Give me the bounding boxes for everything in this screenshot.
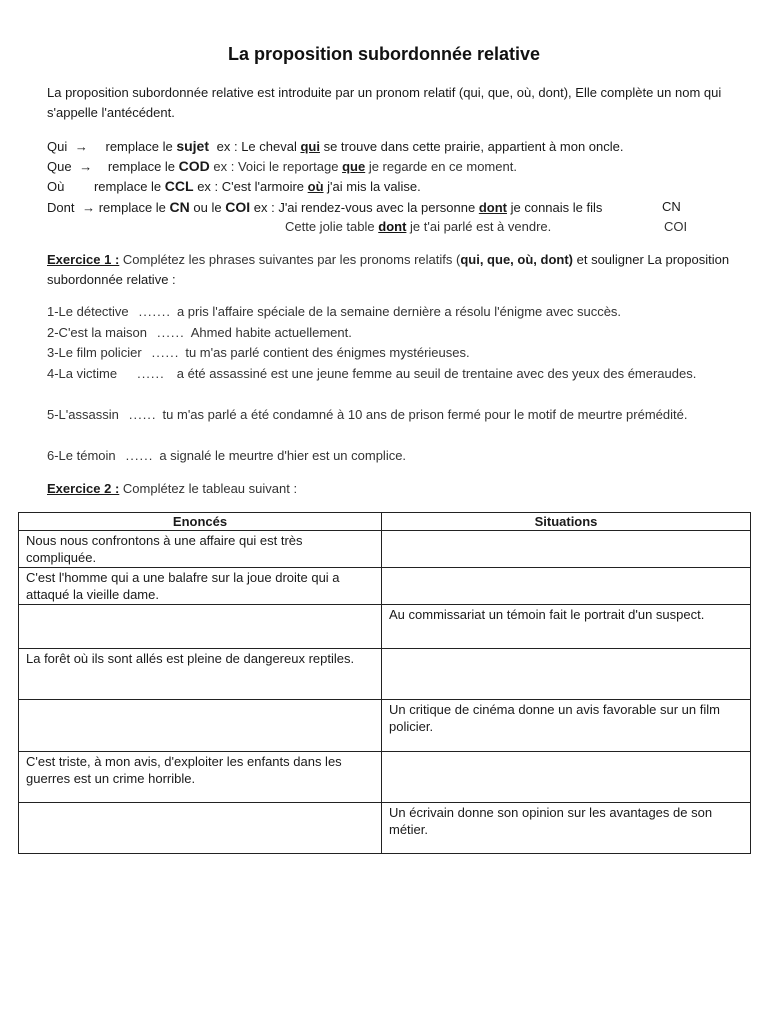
exercise1-item [47,446,737,466]
table-row [19,700,751,752]
item-subject: 6-Le témoin [47,448,116,463]
table-header-row [19,513,751,531]
exercise1-item [47,302,737,322]
table-cell [19,700,382,752]
intro-paragraph: La proposition subordonnée relative est introduite par un pronom relatif (qui, que, où, dont), Elle complète un nom qui s'appelle l'antécédent. [47,85,722,120]
item-rest: a pris l'affaire spéciale de la semaine dernière a résolu l'énigme avec succès. [176,304,622,319]
exercise2-instruction-text: Complétez le tableau suivant : [122,481,298,496]
item-rest: tu m'as parlé contient des énigmes mystérieuses. [185,345,470,360]
rule-relative-pronoun: qui [300,139,320,154]
arrow-icon: → [79,159,93,174]
table-row [19,531,751,568]
rule-example-pre: ex : J'ai rendez-vous avec la personne [253,200,476,215]
exercise1-item [47,405,737,425]
exercise1-item [47,364,737,384]
item-rest: a été assassiné est une jeune femme au seuil de trentaine avec des yeux des émeraudes. [176,366,697,381]
item-blank: ...... [157,325,185,340]
table-cell [19,803,382,854]
rule-example-post: j'ai mis la valise. [327,179,421,194]
exercise1-item [47,343,737,363]
rule-example-pre: ex : C'est l'armoire [197,179,305,194]
exercise1-pronouns: qui, que, où, dont) [460,252,573,267]
item-rest: a signalé le meurtre d'hier est un complice. [159,448,407,463]
table-cell: Un critique de cinéma donne un avis favorable sur un film policier. [382,700,751,752]
rule-or: ou le [193,200,222,215]
table-cell: C'est triste, à mon avis, d'exploiter les enfants dans les guerres est un crime horrible. [19,752,382,803]
rule-example-post: je t'ai parlé est à vendre. [410,219,552,234]
item-subject: 1-Le détective [47,304,129,319]
exercise1-instruction-post: et souligner La proposition subordonnée relative : [47,252,730,287]
rule-pronoun: Dont [47,200,75,215]
rule-relative-pronoun: où [307,179,324,194]
exercise2-instruction [47,479,297,499]
table-row [19,803,751,854]
table-cell: Au commissariat un témoin fait le portrait d'un suspect. [382,605,751,649]
item-subject: 4-La victime [47,366,118,381]
arrow-icon: → [74,139,88,154]
exercise2-table [18,512,751,854]
rule-relative-pronoun: dont [378,219,407,234]
table-cell: Un écrivain donne son opinion sur les avantages de son métier. [382,803,751,854]
rule-function: CCL [164,178,194,194]
rule-function: sujet [176,138,209,154]
table-cell: Nous nous confrontons à une affaire qui est très compliquée. [19,531,382,568]
item-blank: ....... [138,304,171,319]
rule-replaces: remplace le [93,179,162,194]
rule-dont-example-2 [285,217,551,237]
rule-qui [47,136,624,157]
rule-function-cn: CN [169,199,190,215]
item-subject: 2-C'est la maison [47,325,148,340]
rule-function: COD [178,158,210,174]
exercise1-label: Exercice 1 : [47,252,120,267]
rule-tag-cn: CN [662,199,681,214]
rule-relative-pronoun: dont [478,200,507,215]
rule-example-pre: Cette jolie table [285,219,375,234]
table-cell: C'est l'homme qui a une balafre sur la joue droite qui a attaqué la vieille dame. [19,568,382,605]
arrow-icon: → [82,200,96,215]
item-subject: 5-L'assassin [47,407,119,422]
table-cell [382,752,751,803]
rule-example-post: je regarde en ce moment. [368,159,517,174]
table-row [19,568,751,605]
page-title: La proposition subordonnée relative [227,44,541,64]
item-blank: ...... [128,407,157,422]
rule-replaces: remplace le [107,159,176,174]
rule-example-post: je connais le fils [510,200,603,215]
rule-pronoun: Où [47,179,65,194]
exercise1-item [47,323,737,343]
rule-ou [47,176,421,197]
rule-pronoun: Qui [47,139,68,154]
table-cell [382,649,751,700]
rule-tag-coi: COI [664,219,688,234]
rule-replaces: remplace le [105,139,173,154]
exercise2-label: Exercice 2 : [47,481,120,496]
table-header-situations: Situations [382,513,751,531]
rule-replaces: remplace le [98,200,166,215]
item-blank: ...... [125,448,154,463]
rule-example-pre: ex : Le cheval [216,139,297,154]
table-row [19,752,751,803]
item-subject: 3-Le film policier [47,345,142,360]
table-row [19,605,751,649]
rule-dont [47,197,602,218]
table-row [19,649,751,700]
item-blank: ...... [151,345,180,360]
table-header-enonces: Enoncés [19,513,382,531]
rule-relative-pronoun: que [342,159,366,174]
table-cell [19,605,382,649]
table-cell [382,568,751,605]
rule-que [47,156,517,177]
table-cell [382,531,751,568]
item-blank: ...... [137,366,165,381]
rule-function-coi: COI [225,199,251,215]
rule-example-post: se trouve dans cette prairie, appartient à mon oncle. [323,139,624,154]
exercise1-instruction-pre: Complétez les phrases suivantes par les pronoms relatifs ( [122,252,461,267]
item-rest: Ahmed habite actuellement. [190,325,352,340]
rule-pronoun: Que [47,159,72,174]
exercise1-instruction [47,250,737,290]
item-rest: tu m'as parlé a été condamné à 10 ans de prison fermé pour le motif de meurtre prémédité. [162,407,688,422]
rule-example-pre: ex : Voici le reportage [213,159,339,174]
table-cell: La forêt où ils sont allés est pleine de dangereux reptiles. [19,649,382,700]
